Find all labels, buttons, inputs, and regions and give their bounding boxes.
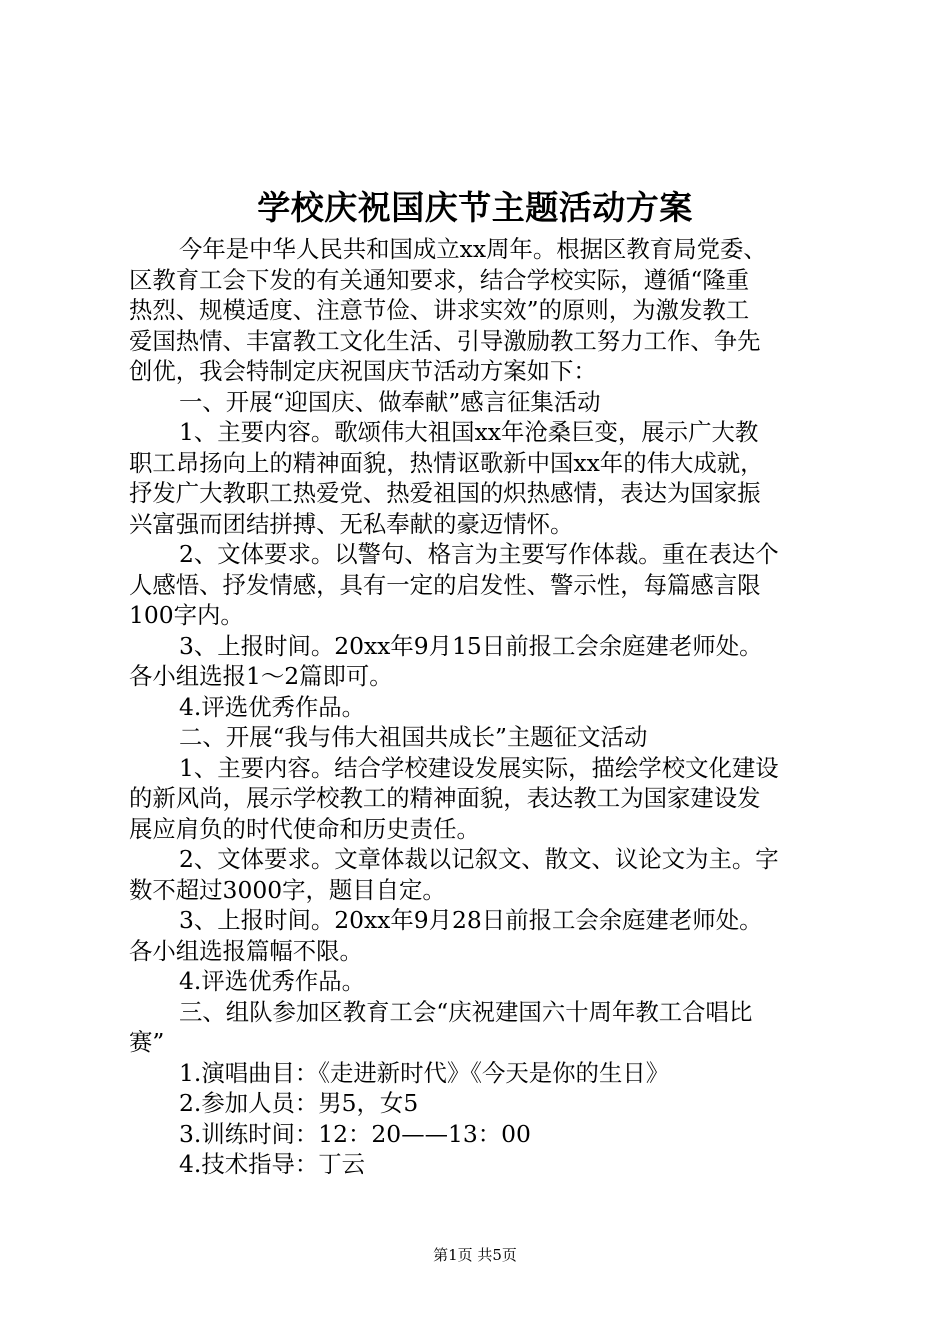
text-line: 4.技术指导：丁云 <box>179 1150 366 1178</box>
text-line: 3、上报时间。20xx年9月15日前报工会余庭建老师处。 <box>179 631 763 660</box>
text-line: 3、上报时间。20xx年9月28日前报工会余庭建老师处。 <box>179 906 763 934</box>
text-line: 一、开展“迎国庆、做奉献”感言征集活动 <box>179 387 601 416</box>
text-line: 热烈、规模适度、注意节俭、讲求实效”的原则，为激发教工 <box>129 296 750 324</box>
text-line: 今年是中华人民共和国成立xx周年。根据区教育局党委、 <box>179 235 767 263</box>
text-line: 3.训练时间：12：20——13：00 <box>179 1119 531 1148</box>
text-line: 4.评选优秀作品。 <box>179 967 366 995</box>
text-line: 兴富强而团结拼搏、无私奉献的豪迈情怀。 <box>129 509 574 538</box>
text-line: 2、文体要求。文章体裁以记叙文、散文、议论文为主。字 <box>179 845 779 873</box>
text-line: 区教育工会下发的有关通知要求，结合学校实际，遵循“隆重 <box>129 265 750 294</box>
text-line: 2、文体要求。以警句、格言为主要写作体裁。重在表达个 <box>179 540 779 568</box>
text-line: 100字内。 <box>129 601 244 629</box>
text-line: 展应肩负的时代使命和历史责任。 <box>129 814 480 843</box>
text-line: 人感悟、抒发情感，具有一定的启发性、警示性，每篇感言限 <box>129 570 761 599</box>
text-line: 2.参加人员：男5，女5 <box>179 1089 419 1117</box>
text-line: 1、主要内容。歌颂伟大祖国xx年沧桑巨变，展示广大教 <box>179 418 759 446</box>
text-line: 抒发广大教职工热爱党、热爱祖国的炽热感情，表达为国家振 <box>129 479 761 507</box>
text-line: 赛” <box>129 1028 165 1056</box>
text-line: 1、主要内容。结合学校建设发展实际，描绘学校文化建设 <box>179 753 779 782</box>
text-line: 爱国热情、丰富教工文化生活、引导激励教工努力工作、争先 <box>129 326 761 355</box>
text-line: 职工昂扬向上的精神面貌，热情讴歌新中国xx年的伟大成就， <box>129 448 764 477</box>
text-line: 各小组选报篇幅不限。 <box>129 936 363 965</box>
text-line: 各小组选报1～2篇即可。 <box>129 662 393 690</box>
text-line: 数不超过3000字，题目自定。 <box>129 875 446 904</box>
document-body <box>129 234 834 1180</box>
text-line: 1.演唱曲目：《走进新时代》《今天是你的生日》 <box>179 1058 670 1087</box>
page-footer: 第1页 共5页 <box>433 1246 517 1264</box>
text-line: 创优，我会特制定庆祝国庆节活动方案如下： <box>129 357 597 385</box>
text-line: 4.评选优秀作品。 <box>179 692 366 721</box>
document-title: 学校庆祝国庆节主题活动方案 <box>257 188 693 227</box>
text-line: 二、开展“我与伟大祖国共成长”主题征文活动 <box>179 723 648 751</box>
text-line: 三、组队参加区教育工会“庆祝建国六十周年教工合唱比 <box>179 997 753 1026</box>
text-line: 的新风尚，展示学校教工的精神面貌，表达教工为国家建设发 <box>129 784 761 812</box>
